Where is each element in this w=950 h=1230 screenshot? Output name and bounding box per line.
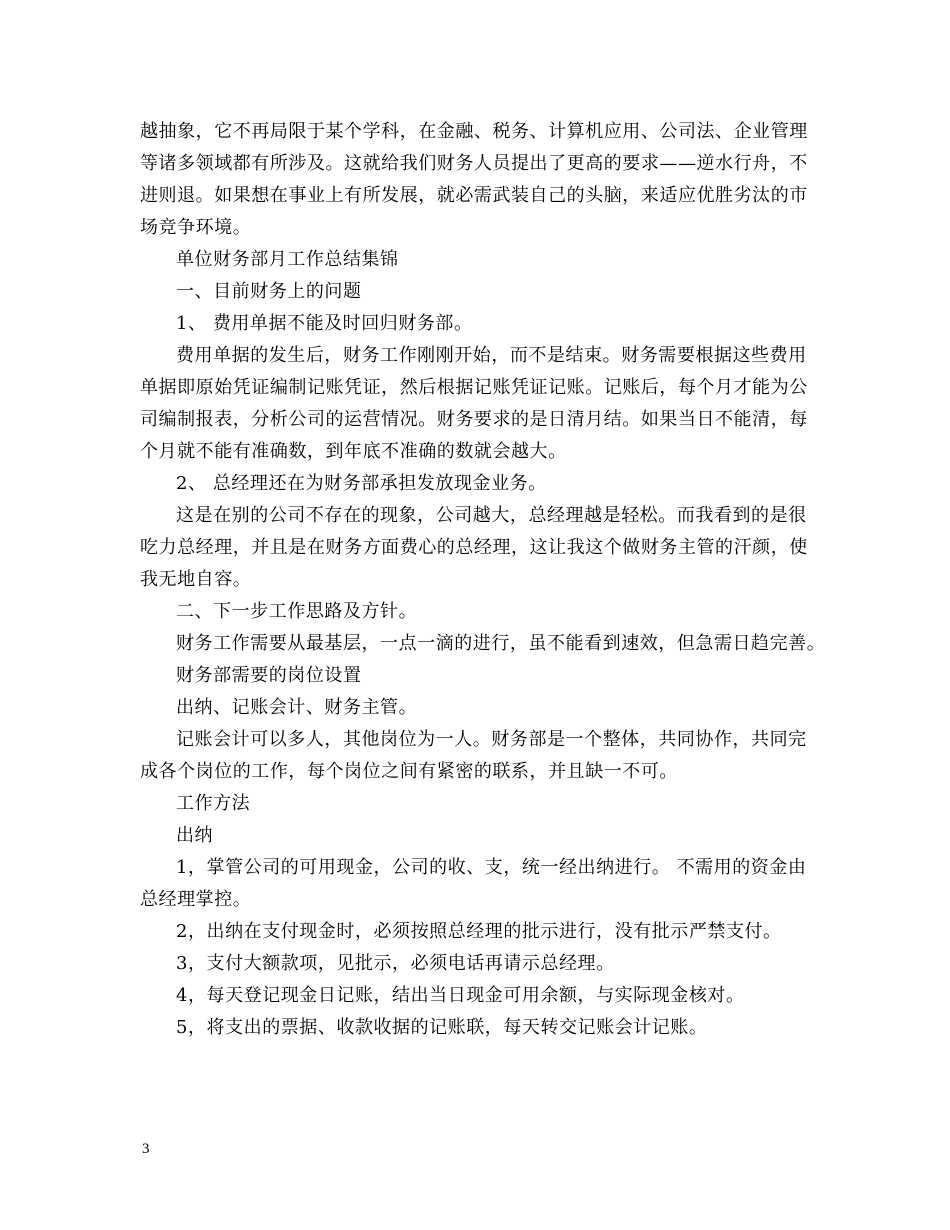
text-line: 越抽象，它不再局限于某个学科，在金融、税务、计算机应用、公司法、企业管理 (140, 121, 808, 142)
text-line: 1，掌管公司的可用现金，公司的收、支，统一经出纳进行。 不需用的资金由 (176, 857, 807, 878)
text-line: 4，每天登记现金日记账，结出当日现金可用余额，与实际现金核对。 (176, 985, 745, 1006)
text-line: 5，将支出的票据、收款收据的记账联，每天转交记账会计记账。 (176, 1017, 708, 1038)
text-line: 一、目前财务上的问题 (176, 281, 362, 302)
text-line: 3，支付大额款项，见批示，必须电话再请示总经理。 (176, 953, 615, 974)
text-line: 司编制报表，分析公司的运营情况。财务要求的是日清月结。如果当日不能清，每 (140, 409, 808, 430)
text-line: 出纳、记账会计、财务主管。 (176, 697, 418, 718)
page-number: 3 (142, 1141, 150, 1157)
text-line: 场竞争环境。 (140, 217, 252, 238)
text-line: 2、 总经理还在为财务部承担发放现金业务。 (176, 473, 547, 494)
text-line: 等诸多领域都有所涉及。这就给我们财务人员提出了更高的要求——逆水行舟，不 (140, 153, 808, 174)
text-line: 1、 费用单据不能及时回归财务部。 (176, 313, 473, 334)
text-line: 进则退。如果想在事业上有所发展，就必需武装自己的头脑，来适应优胜劣汰的市 (140, 185, 808, 206)
text-line: 二、下一步工作思路及方针。 (176, 601, 418, 622)
text-line: 2，出纳在支付现金时，必须按照总经理的批示进行，没有批示严禁支付。 (176, 921, 782, 942)
text-line: 总经理掌控。 (140, 889, 252, 910)
text-line: 单位财务部月工作总结集锦 (176, 249, 399, 270)
text-line: 单据即原始凭证编制记账凭证，然后根据记账凭证记账。记账后，每个月才能为公 (140, 377, 808, 398)
text-line: 财务工作需要从最基层，一点一滴的进行，虽不能看到速效，但急需日趋完善。 (176, 633, 826, 654)
text-line: 吃力总经理，并且是在财务方面费心的总经理，这让我这个做财务主管的汗颜，使 (140, 537, 808, 558)
text-line: 记账会计可以多人，其他岗位为一人。财务部是一个整体，共同协作，共同完 (176, 729, 807, 750)
body-text (140, 116, 826, 1044)
text-line: 个月就不能有准确数，到年底不准确的数就会越大。 (140, 441, 567, 462)
text-line: 成各个岗位的工作，每个岗位之间有紧密的联系，并且缺一不可。 (140, 761, 678, 782)
text-line: 工作方法 (176, 793, 251, 814)
text-line: 财务部需要的岗位设置 (176, 665, 362, 686)
text-line: 我无地自容。 (140, 569, 252, 590)
text-line: 这是在别的公司不存在的现象，公司越大，总经理越是轻松。而我看到的是很 (176, 505, 807, 526)
text-line: 出纳 (176, 825, 214, 846)
text-line: 费用单据的发生后，财务工作刚刚开始，而不是结束。财务需要根据这些费用 (176, 345, 807, 366)
